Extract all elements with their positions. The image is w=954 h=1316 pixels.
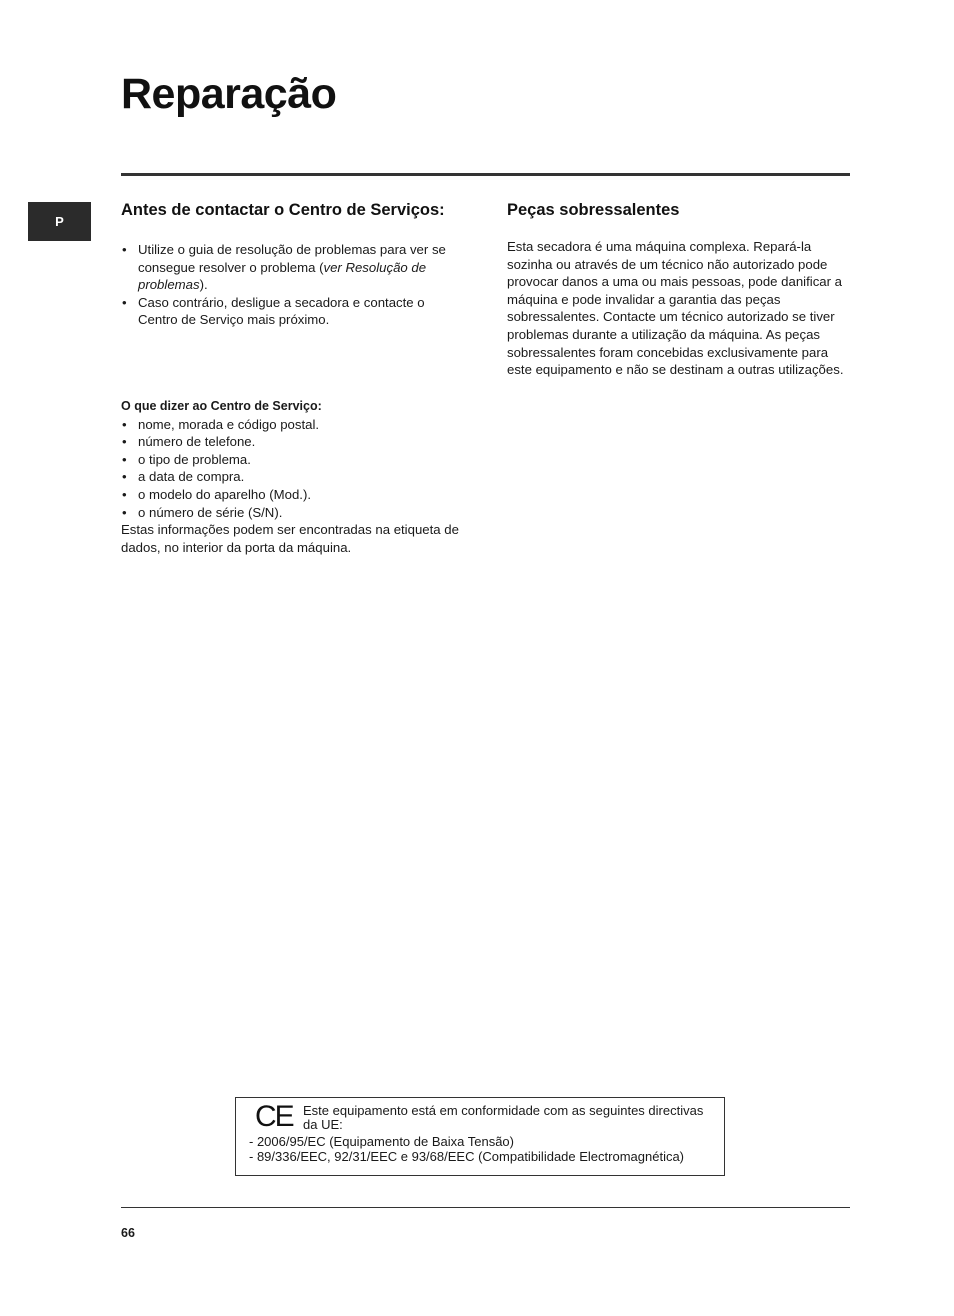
list-item: • Caso contrário, desligue a secadora e contacte o Centro de Serviço mais próximo.	[121, 294, 461, 329]
left-column	[121, 202, 461, 556]
what-to-say-heading: O que dizer ao Centro de Serviço:	[121, 398, 322, 413]
list-item: • o tipo de problema.	[121, 451, 461, 469]
spare-parts-text: Esta secadora é uma máquina complexa. Repará-la sozinha ou através de um técnico não autorizado pode provocar danos a uma ou mais pessoas, pode danificar a máquina e pode invalidar a garantia das peças sobressalentes. Contacte um técnico autorizado se tiver problemas durante a utilização da máquina. As peças sobressalentes foram concebidas exclusivamente para este equipamento e não se destinam a outras utilizações.	[507, 239, 844, 378]
data-label-note: Estas informações podem ser encontradas na etiqueta de dados, no interior da porta da máquina.	[121, 522, 459, 555]
footer-divider	[121, 1207, 850, 1208]
before-contact-list	[121, 241, 461, 329]
cross-reference: ver Resolução de problemas	[138, 259, 427, 293]
list-item: • número de telefone.	[121, 433, 461, 451]
spare-parts-heading: Peças sobressalentes	[507, 201, 680, 219]
ce-conformity-box	[235, 1097, 725, 1176]
ce-mark-logo: CE	[255, 1100, 293, 1133]
list-item: • o modelo do aparelho (Mod.).	[121, 486, 461, 504]
language-tab: P	[28, 202, 91, 241]
page-number: 66	[121, 1226, 135, 1240]
ce-directive-line: - 89/336/EEC, 92/31/EEC e 93/68/EEC (Compatibilidade Electromagnética)	[249, 1149, 685, 1164]
list-item: • nome, morada e código postal.	[121, 416, 461, 434]
right-column	[507, 202, 852, 379]
list-item: • Utilize o guia de resolução de problemas para ver se consegue resolver o problema (ver Resolução de problemas).	[121, 241, 461, 294]
title-divider	[121, 173, 850, 176]
page-title: Reparação	[121, 70, 337, 118]
list-item: • a data de compra.	[121, 468, 461, 486]
before-contact-heading: Antes de contactar o Centro de Serviços:	[121, 201, 445, 219]
what-to-say-list	[121, 416, 461, 522]
list-item: • o número de série (S/N).	[121, 504, 461, 522]
ce-intro-text: Este equipamento está em conformidade com as seguintes directivas da UE:	[303, 1103, 704, 1132]
ce-directive-line: - 2006/95/EC (Equipamento de Baixa Tensão)	[249, 1134, 514, 1149]
